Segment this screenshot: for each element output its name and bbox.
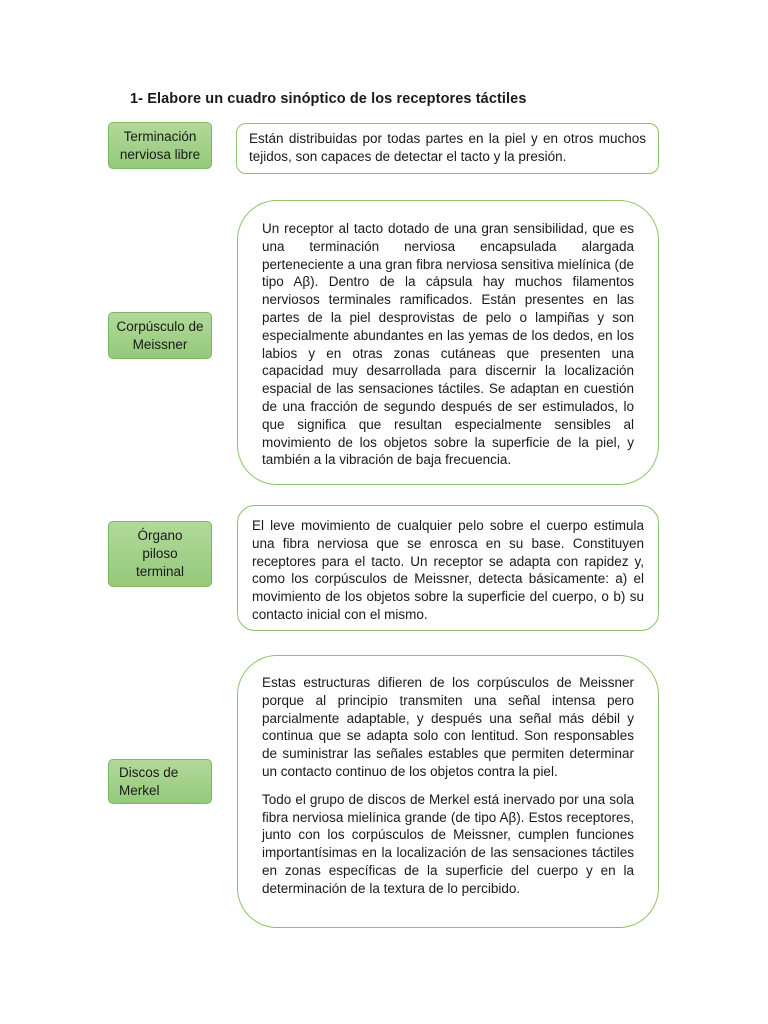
description-paragraph: Un receptor al tacto dotado de una gran sensibilidad, que es una terminación nerviosa encapsulada alargada perteneciente a una gran fibra nerviosa sensitiva mielínica (de tipo Aβ). Dentro de la cápsula hay muchos filamentos nerviosos terminales ramificados. Están presentes en las partes de la piel desprovistas de pelo o lampiñas y son especialmente abundantes en las yemas de los dedos, en los labios y en otras zonas cutáneas que presenten una capacidad muy desarrollada para discernir la localización espacial de las sensaciones táctiles. Se adaptan en cuestión de una fracción de segundo después de ser estimulados, lo que significa que resultan especialmente sensibles al movimiento de los objetos sobre la superficie de la piel, y también a la vibración de baja frecuencia. — [262, 221, 634, 468]
receptor-label-discos-de-merkel — [108, 759, 212, 804]
receptor-label-text: Órgano piloso terminal — [135, 528, 184, 579]
receptor-label-text: Discos de Merkel — [119, 764, 179, 798]
description-paragraph: Están distribuidas por todas partes en la piel y en otros muchos tejidos, son capaces de detectar el tacto y la presión. — [249, 131, 646, 164]
receptor-label-text: Corpúsculo de Meissner — [116, 318, 204, 352]
receptor-label-organo-piloso-terminal — [108, 521, 212, 587]
page-title: 1- Elabore un cuadro sinóptico de los receptores táctiles — [130, 91, 527, 107]
receptor-label-terminacion-nerviosa-libre — [108, 122, 212, 169]
description-paragraph: Estas estructuras difieren de los corpúsculos de Meissner porque al principio transmiten una señal intensa pero parcialmente adaptable, y después una señal más débil y continua que se adapta solo con lentitud. Son responsables de suministrar las señales estables que permiten determinar un contacto continuo de los objetos contra la piel. — [262, 675, 634, 779]
receptor-description-terminacion-nerviosa-libre — [236, 123, 659, 174]
receptor-label-text: Terminación nerviosa libre — [119, 128, 201, 162]
receptor-description-organo-piloso-terminal — [237, 505, 659, 631]
description-paragraph: El leve movimiento de cualquier pelo sobre el cuerpo estimula una fibra nerviosa que se enrosca en su base. Constituyen receptores para el tacto. Un receptor se adapta con rapidez y, como los corpúsculos de Meissner, detecta básicamente: a) el movimiento de los objetos sobre la superficie del cuerpo, o b) su contacto inicial con el mismo. — [252, 518, 644, 622]
receptor-label-corpusculo-de-meissner — [108, 312, 212, 359]
receptor-description-corpusculo-de-meissner — [237, 200, 659, 485]
receptor-description-discos-de-merkel — [237, 655, 659, 928]
description-paragraph: Todo el grupo de discos de Merkel está inervado por una sola fibra nerviosa mielínica grande (de tipo Aβ). Estos receptores, junto con los corpúsculos de Meissner, cumplen funciones importantísimas en la localización de las sensaciones táctiles en zonas específicas de la superficie del cuerpo y en la determinación de la textura de lo percibido. — [262, 791, 634, 896]
